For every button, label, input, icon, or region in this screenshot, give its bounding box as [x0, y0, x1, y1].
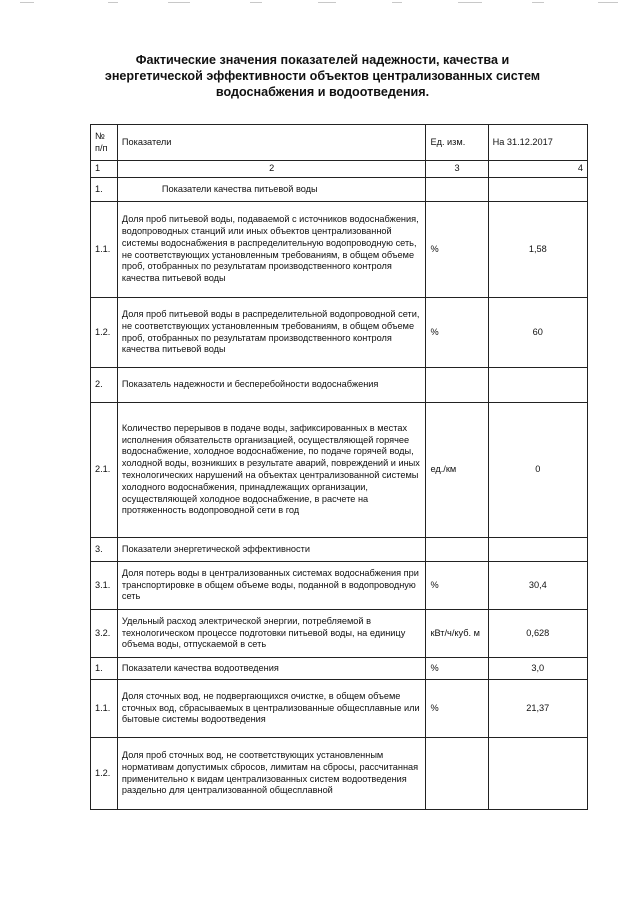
table-header-row — [91, 125, 588, 161]
column-number: 1 — [91, 161, 118, 178]
row-num: 1. — [91, 658, 118, 680]
column-number: 2 — [117, 161, 426, 178]
row-indicator: Доля проб питьевой воды в распределительной водопроводной сети, не соответствующих установленным требованиям, в общем объеме проб, отобранных по результатам производственного контроля качества питьевой воды — [117, 298, 426, 368]
row-value — [488, 538, 587, 562]
row-unit: % — [426, 202, 488, 298]
header-num: № п/п — [91, 125, 118, 161]
row-indicator: Показатели качества водоотведения — [117, 658, 426, 680]
table-row — [91, 680, 588, 738]
row-value — [488, 368, 587, 403]
table-row — [91, 368, 588, 403]
row-num: 2.1. — [91, 403, 118, 538]
row-indicator: Показатели энергетической эффективности — [117, 538, 426, 562]
column-numbers-row — [91, 161, 588, 178]
row-value: 30,4 — [488, 562, 587, 610]
header-unit: Ед. изм. — [426, 125, 488, 161]
table-row — [91, 562, 588, 610]
column-number: 4 — [488, 161, 587, 178]
table-row — [91, 738, 588, 810]
table-row — [91, 658, 588, 680]
row-value: 21,37 — [488, 680, 587, 738]
table-row — [91, 178, 588, 202]
row-value: 60 — [488, 298, 587, 368]
row-indicator: Доля проб сточных вод, не соответствующих установленным нормативам допустимых сбросов, лимитам на сбросы, рассчитанная применительно к видам централизованных систем водоотведения раздельно для централизованной общесплавной — [117, 738, 426, 810]
row-unit — [426, 178, 488, 202]
row-unit: % — [426, 298, 488, 368]
header-indicator: Показатели — [117, 125, 426, 161]
row-indicator: Показатели качества питьевой воды — [117, 178, 426, 202]
row-value — [488, 178, 587, 202]
indicators-table — [90, 124, 588, 810]
row-indicator: Количество перерывов в подаче воды, зафиксированных в местах исполнения обязательств организацией, осуществляющей горячее водоснабжение, холодное водоснабжение, по подаче горячей воды, холодной воды, возникших в результате аварий, повреждений и иных технологических нарушений на объектах централизованной системы холодного водоснабжения, принадлежащих организации, осуществляющей холодное водоснабжение, в расчете на протяженность водопроводной сети в год — [117, 403, 426, 538]
row-unit: % — [426, 658, 488, 680]
row-num: 2. — [91, 368, 118, 403]
row-num: 1.1. — [91, 202, 118, 298]
row-value: 0 — [488, 403, 587, 538]
row-unit — [426, 738, 488, 810]
row-value: 0,628 — [488, 610, 587, 658]
row-num: 3.2. — [91, 610, 118, 658]
row-unit: ед./км — [426, 403, 488, 538]
header-value: На 31.12.2017 — [488, 125, 587, 161]
row-num: 1.2. — [91, 298, 118, 368]
row-indicator: Удельный расход электрической энергии, потребляемой в технологическом процессе подготовки питьевой воды, на единицу объема воды, отпускаемой в сеть — [117, 610, 426, 658]
row-unit — [426, 538, 488, 562]
row-num: 1.2. — [91, 738, 118, 810]
row-num: 3. — [91, 538, 118, 562]
row-indicator: Доля потерь воды в централизованных системах водоснабжения при транспортировке в общем объеме воды, поданной в водопроводную сеть — [117, 562, 426, 610]
column-number: 3 — [426, 161, 488, 178]
row-unit: % — [426, 562, 488, 610]
scan-marks — [0, 0, 640, 10]
row-unit — [426, 368, 488, 403]
document-title: Фактические значения показателей надежности, качества и энергетической эффективности объектов централизованных систем водоснабжения и водоотведения. — [104, 53, 541, 99]
row-value: 3,0 — [488, 658, 587, 680]
row-value: 1,58 — [488, 202, 587, 298]
table-row — [91, 610, 588, 658]
row-value — [488, 738, 587, 810]
row-indicator: Доля сточных вод, не подвергающихся очистке, в общем объеме сточных вод, сбрасываемых в централизованные общесплавные или бытовые системы водоотведения — [117, 680, 426, 738]
row-indicator: Показатель надежности и бесперебойности водоснабжения — [117, 368, 426, 403]
row-num: 1. — [91, 178, 118, 202]
row-num: 1.1. — [91, 680, 118, 738]
row-indicator: Доля проб питьевой воды, подаваемой с источников водоснабжения, водопроводных станций или иных объектов централизованной системы водоснабжения в распределительную водопроводную сеть, не соответствующих установленным требованиям, в общем объеме проб, отобранных по результатам производственного контроля качества питьевой воды — [117, 202, 426, 298]
row-num: 3.1. — [91, 562, 118, 610]
table-row — [91, 202, 588, 298]
table-row — [91, 538, 588, 562]
table-row — [91, 298, 588, 368]
row-unit: кВт/ч/куб. м — [426, 610, 488, 658]
row-unit: % — [426, 680, 488, 738]
table-row — [91, 403, 588, 538]
